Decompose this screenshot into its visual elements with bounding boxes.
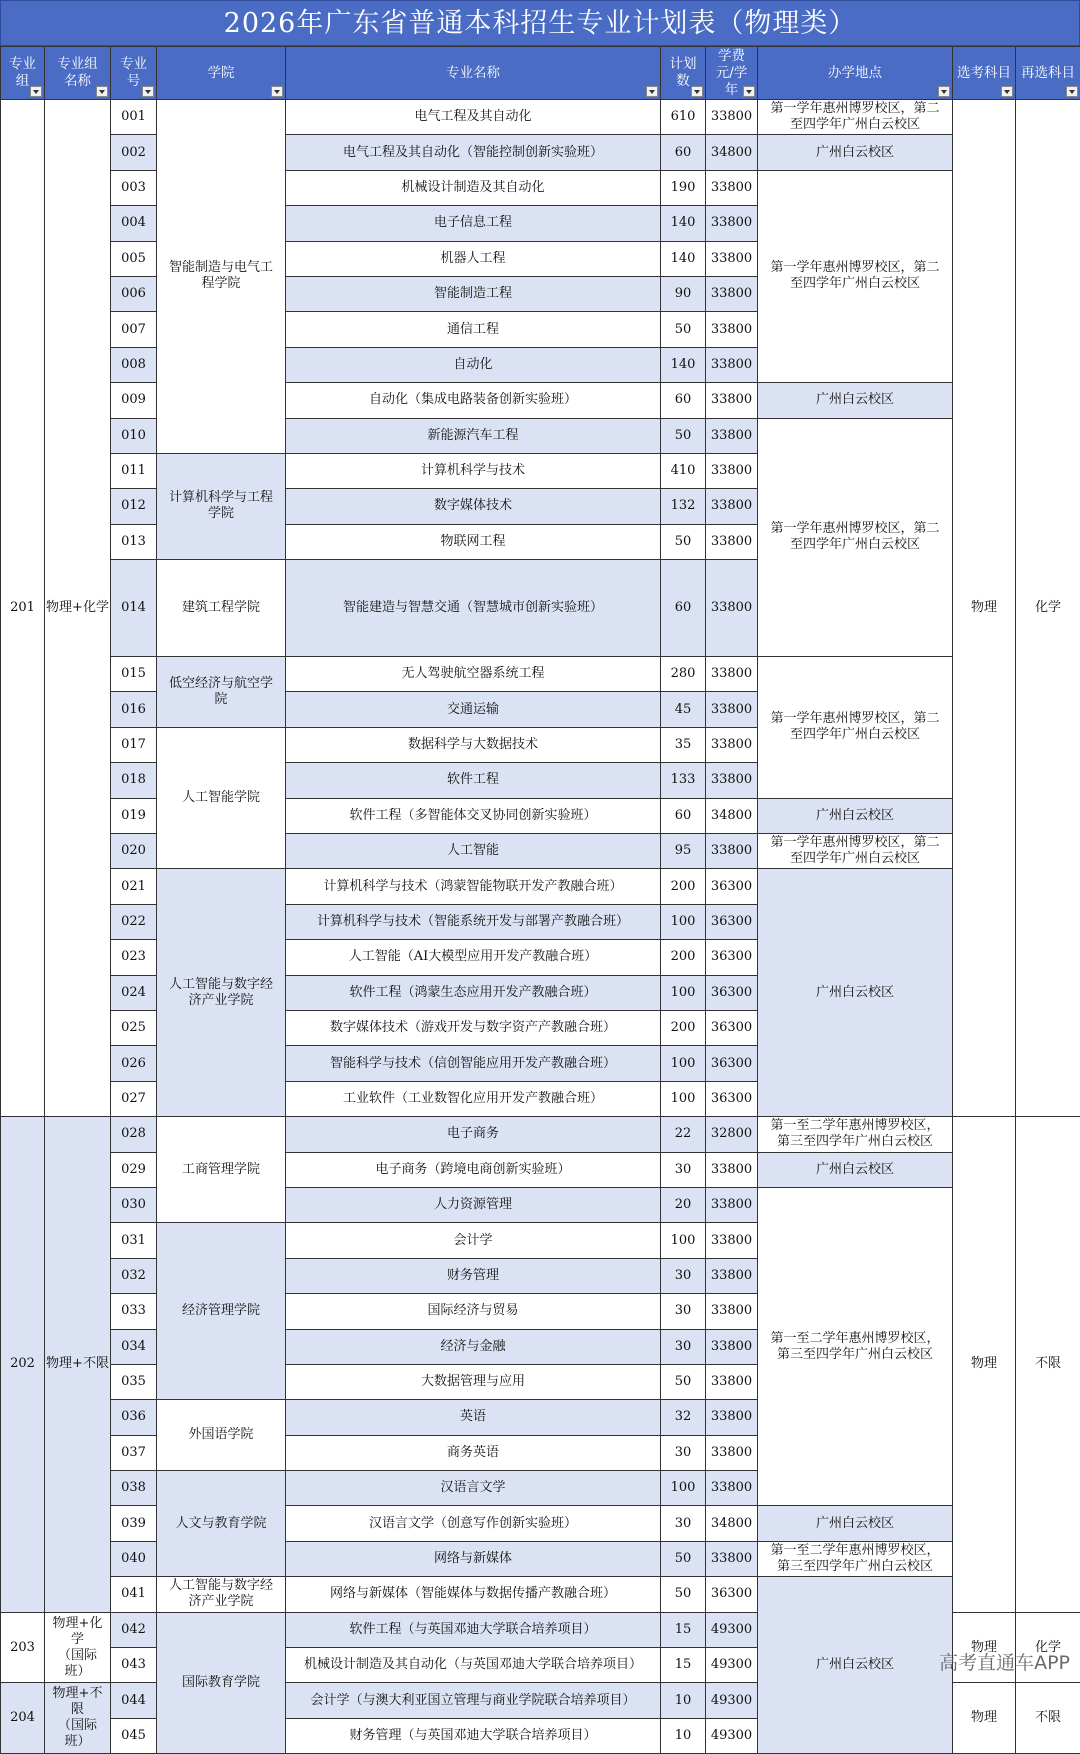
header-major-name: 专业名称 bbox=[286, 47, 661, 100]
major-name-cell: 无人驾驶航空器系统工程 bbox=[286, 657, 661, 692]
plan-cell: 100 bbox=[661, 1046, 706, 1081]
location-cell: 第一至二学年惠州博罗校区， 第三至四学年广州白云校区 bbox=[758, 1117, 953, 1152]
fee-cell: 33800 bbox=[706, 560, 758, 657]
college-cell: 人文与教育学院 bbox=[157, 1471, 286, 1577]
page-title: 2026年广东省普通本科招生专业计划表（物理类） bbox=[0, 0, 1080, 46]
header-row bbox=[1, 47, 1080, 100]
header-plan: 计划 数 bbox=[661, 47, 706, 100]
plan-cell: 60 bbox=[661, 798, 706, 833]
fee-cell: 49300 bbox=[706, 1718, 758, 1753]
major-name-cell: 数据科学与大数据技术 bbox=[286, 727, 661, 762]
group-code-cell: 201 bbox=[1, 100, 45, 1117]
location-cell: 广州白云校区 bbox=[758, 383, 953, 418]
table-row bbox=[1, 657, 1080, 692]
plan-cell: 10 bbox=[661, 1683, 706, 1718]
plan-cell: 30 bbox=[661, 1506, 706, 1541]
fee-cell: 33800 bbox=[706, 524, 758, 559]
group-name-cell: 物理+化学 bbox=[45, 100, 111, 1117]
plan-cell: 30 bbox=[661, 1329, 706, 1364]
subject2-cell: 化学 bbox=[1016, 100, 1080, 1117]
major-name-cell: 计算机科学与技术（鸿蒙智能物联开发产教融合班） bbox=[286, 869, 661, 904]
subject1-cell: 物理 bbox=[953, 100, 1016, 1117]
major-name-cell: 人工智能 bbox=[286, 834, 661, 869]
major-name-cell: 网络与新媒体 bbox=[286, 1541, 661, 1576]
major-code-cell: 045 bbox=[111, 1718, 157, 1753]
location-cell: 广州白云校区 bbox=[758, 869, 953, 1117]
location-cell: 广州白云校区 bbox=[758, 1152, 953, 1187]
major-code-cell: 019 bbox=[111, 798, 157, 833]
major-name-cell: 大数据管理与应用 bbox=[286, 1364, 661, 1399]
major-code-cell: 030 bbox=[111, 1187, 157, 1222]
major-name-cell: 机器人工程 bbox=[286, 241, 661, 276]
major-code-cell: 010 bbox=[111, 418, 157, 453]
fee-cell: 33800 bbox=[706, 1435, 758, 1470]
major-code-cell: 041 bbox=[111, 1577, 157, 1612]
plan-cell: 140 bbox=[661, 241, 706, 276]
location-cell: 第一学年惠州博罗校区，第二 至四学年广州白云校区 bbox=[758, 100, 953, 135]
table-row bbox=[1, 1577, 1080, 1612]
filter-dropdown-icon[interactable] bbox=[1001, 86, 1013, 97]
major-name-cell: 物联网工程 bbox=[286, 524, 661, 559]
group-code-cell: 202 bbox=[1, 1117, 45, 1612]
filter-dropdown-icon[interactable] bbox=[646, 86, 658, 97]
fee-cell: 33800 bbox=[706, 347, 758, 382]
fee-cell: 33800 bbox=[706, 763, 758, 798]
major-name-cell: 汉语言文学 bbox=[286, 1471, 661, 1506]
filter-dropdown-icon[interactable] bbox=[30, 86, 42, 97]
major-code-cell: 034 bbox=[111, 1329, 157, 1364]
subject1-cell: 物理 bbox=[953, 1612, 1016, 1683]
major-code-cell: 037 bbox=[111, 1435, 157, 1470]
plan-cell: 60 bbox=[661, 383, 706, 418]
major-code-cell: 009 bbox=[111, 383, 157, 418]
plan-cell: 20 bbox=[661, 1187, 706, 1222]
plan-cell: 100 bbox=[661, 975, 706, 1010]
plan-cell: 50 bbox=[661, 1577, 706, 1612]
major-code-cell: 003 bbox=[111, 170, 157, 205]
major-code-cell: 005 bbox=[111, 241, 157, 276]
major-name-cell: 电气工程及其自动化 bbox=[286, 100, 661, 135]
major-code-cell: 027 bbox=[111, 1081, 157, 1116]
plan-cell: 45 bbox=[661, 692, 706, 727]
plan-cell: 100 bbox=[661, 1471, 706, 1506]
major-code-cell: 036 bbox=[111, 1400, 157, 1435]
major-name-cell: 软件工程（多智能体交叉协同创新实验班） bbox=[286, 798, 661, 833]
table-row bbox=[1, 100, 1080, 135]
table-row bbox=[1, 1117, 1080, 1152]
plan-cell: 30 bbox=[661, 1294, 706, 1329]
major-name-cell: 会计学 bbox=[286, 1223, 661, 1258]
plan-cell: 50 bbox=[661, 524, 706, 559]
plan-cell: 22 bbox=[661, 1117, 706, 1152]
fee-cell: 36300 bbox=[706, 1081, 758, 1116]
major-code-cell: 024 bbox=[111, 975, 157, 1010]
location-cell: 第一至二学年惠州博罗校区， 第三至四学年广州白云校区 bbox=[758, 1187, 953, 1506]
group-code-cell: 204 bbox=[1, 1683, 45, 1754]
fee-cell: 33800 bbox=[706, 206, 758, 241]
major-code-cell: 001 bbox=[111, 100, 157, 135]
major-code-cell: 039 bbox=[111, 1506, 157, 1541]
plan-cell: 200 bbox=[661, 869, 706, 904]
subject1-cell: 物理 bbox=[953, 1683, 1016, 1754]
fee-cell: 33800 bbox=[706, 383, 758, 418]
major-name-cell: 机械设计制造及其自动化（与英国邓迪大学联合培养项目） bbox=[286, 1648, 661, 1683]
header-subject1: 选考科目 bbox=[953, 47, 1016, 100]
fee-cell: 36300 bbox=[706, 940, 758, 975]
plan-cell: 60 bbox=[661, 560, 706, 657]
fee-cell: 33800 bbox=[706, 1329, 758, 1364]
plan-cell: 30 bbox=[661, 1152, 706, 1187]
plan-cell: 15 bbox=[661, 1612, 706, 1647]
fee-cell: 36300 bbox=[706, 975, 758, 1010]
fee-cell: 33800 bbox=[706, 657, 758, 692]
fee-cell: 34800 bbox=[706, 135, 758, 170]
major-code-cell: 032 bbox=[111, 1258, 157, 1293]
subject2-cell: 不限 bbox=[1016, 1683, 1080, 1754]
major-name-cell: 国际经济与贸易 bbox=[286, 1294, 661, 1329]
fee-cell: 49300 bbox=[706, 1683, 758, 1718]
watermark: 高考直通车APP bbox=[939, 1648, 1070, 1675]
fee-cell: 33800 bbox=[706, 418, 758, 453]
plan-cell: 10 bbox=[661, 1718, 706, 1753]
plan-cell: 50 bbox=[661, 1541, 706, 1576]
fee-cell: 36300 bbox=[706, 1046, 758, 1081]
major-code-cell: 044 bbox=[111, 1683, 157, 1718]
college-cell: 外国语学院 bbox=[157, 1400, 286, 1471]
header-group-code: 专业 组 bbox=[1, 47, 45, 100]
major-name-cell: 通信工程 bbox=[286, 312, 661, 347]
major-name-cell: 经济与金融 bbox=[286, 1329, 661, 1364]
major-name-cell: 人力资源管理 bbox=[286, 1187, 661, 1222]
college-cell: 计算机科学与工程 学院 bbox=[157, 453, 286, 559]
fee-cell: 33800 bbox=[706, 1541, 758, 1576]
college-cell: 人工智能与数字经 济产业学院 bbox=[157, 869, 286, 1117]
group-code-cell: 203 bbox=[1, 1612, 45, 1683]
fee-cell: 34800 bbox=[706, 1506, 758, 1541]
plan-cell: 50 bbox=[661, 312, 706, 347]
location-cell: 第一学年惠州博罗校区，第二 至四学年广州白云校区 bbox=[758, 834, 953, 869]
major-name-cell: 电子信息工程 bbox=[286, 206, 661, 241]
plan-cell: 32 bbox=[661, 1400, 706, 1435]
filter-dropdown-icon[interactable] bbox=[1066, 86, 1078, 97]
major-code-cell: 022 bbox=[111, 904, 157, 939]
table-row bbox=[1, 869, 1080, 904]
major-name-cell: 网络与新媒体（智能媒体与数据传播产教融合班） bbox=[286, 1577, 661, 1612]
major-name-cell: 电气工程及其自动化（智能控制创新实验班） bbox=[286, 135, 661, 170]
fee-cell: 33800 bbox=[706, 692, 758, 727]
major-code-cell: 033 bbox=[111, 1294, 157, 1329]
plan-cell: 50 bbox=[661, 418, 706, 453]
fee-cell: 33800 bbox=[706, 727, 758, 762]
major-name-cell: 智能建造与智慧交通（智慧城市创新实验班） bbox=[286, 560, 661, 657]
major-name-cell: 软件工程（与英国邓迪大学联合培养项目） bbox=[286, 1612, 661, 1647]
plan-cell: 140 bbox=[661, 347, 706, 382]
filter-dropdown-icon[interactable] bbox=[938, 86, 950, 97]
major-code-cell: 018 bbox=[111, 763, 157, 798]
location-cell: 第一学年惠州博罗校区，第二 至四学年广州白云校区 bbox=[758, 170, 953, 382]
college-cell: 建筑工程学院 bbox=[157, 560, 286, 657]
major-code-cell: 031 bbox=[111, 1223, 157, 1258]
filter-dropdown-icon[interactable] bbox=[743, 86, 755, 97]
plan-cell: 100 bbox=[661, 1223, 706, 1258]
fee-cell: 33800 bbox=[706, 489, 758, 524]
major-code-cell: 011 bbox=[111, 453, 157, 488]
major-name-cell: 汉语言文学（创意写作创新实验班） bbox=[286, 1506, 661, 1541]
major-name-cell: 计算机科学与技术（智能系统开发与部署产教融合班） bbox=[286, 904, 661, 939]
location-cell: 第一学年惠州博罗校区，第二 至四学年广州白云校区 bbox=[758, 657, 953, 799]
filter-dropdown-icon[interactable] bbox=[271, 86, 283, 97]
major-name-cell: 软件工程 bbox=[286, 763, 661, 798]
plan-cell: 100 bbox=[661, 904, 706, 939]
major-code-cell: 020 bbox=[111, 834, 157, 869]
major-code-cell: 035 bbox=[111, 1364, 157, 1399]
major-code-cell: 029 bbox=[111, 1152, 157, 1187]
group-name-cell: 物理+不 限 （国际 班） bbox=[45, 1683, 111, 1754]
plan-cell: 133 bbox=[661, 763, 706, 798]
location-cell: 第一至二学年惠州博罗校区， 第三至四学年广州白云校区 bbox=[758, 1541, 953, 1576]
filter-dropdown-icon[interactable] bbox=[142, 86, 154, 97]
major-name-cell: 计算机科学与技术 bbox=[286, 453, 661, 488]
major-name-cell: 机械设计制造及其自动化 bbox=[286, 170, 661, 205]
major-code-cell: 021 bbox=[111, 869, 157, 904]
header-fee: 学费 元/学 年 bbox=[706, 47, 758, 100]
plan-cell: 280 bbox=[661, 657, 706, 692]
major-name-cell: 电子商务（跨境电商创新实验班） bbox=[286, 1152, 661, 1187]
fee-cell: 33800 bbox=[706, 1400, 758, 1435]
plan-cell: 610 bbox=[661, 100, 706, 135]
major-code-cell: 042 bbox=[111, 1612, 157, 1647]
plan-cell: 200 bbox=[661, 1010, 706, 1045]
plan-cell: 95 bbox=[661, 834, 706, 869]
header-location: 办学地点 bbox=[758, 47, 953, 100]
subject2-cell: 化学 bbox=[1016, 1612, 1080, 1683]
fee-cell: 36300 bbox=[706, 1577, 758, 1612]
fee-cell: 33800 bbox=[706, 170, 758, 205]
major-code-cell: 025 bbox=[111, 1010, 157, 1045]
header-group-name: 专业组 名称 bbox=[45, 47, 111, 100]
major-name-cell: 自动化 bbox=[286, 347, 661, 382]
location-cell: 广州白云校区 bbox=[758, 135, 953, 170]
college-cell: 智能制造与电气工 程学院 bbox=[157, 100, 286, 454]
fee-cell: 33800 bbox=[706, 1258, 758, 1293]
fee-cell: 36300 bbox=[706, 1010, 758, 1045]
major-code-cell: 008 bbox=[111, 347, 157, 382]
major-name-cell: 人工智能（AI大模型应用开发产教融合班） bbox=[286, 940, 661, 975]
college-cell: 国际教育学院 bbox=[157, 1612, 286, 1754]
plan-cell: 30 bbox=[661, 1258, 706, 1293]
filter-dropdown-icon[interactable] bbox=[96, 86, 108, 97]
major-name-cell: 英语 bbox=[286, 1400, 661, 1435]
major-code-cell: 002 bbox=[111, 135, 157, 170]
college-cell: 人工智能学院 bbox=[157, 727, 286, 869]
subject1-cell: 物理 bbox=[953, 1117, 1016, 1612]
group-name-cell: 物理+化 学 （国际 班） bbox=[45, 1612, 111, 1683]
major-code-cell: 017 bbox=[111, 727, 157, 762]
fee-cell: 36300 bbox=[706, 869, 758, 904]
major-code-cell: 006 bbox=[111, 276, 157, 311]
major-code-cell: 016 bbox=[111, 692, 157, 727]
major-code-cell: 013 bbox=[111, 524, 157, 559]
fee-cell: 34800 bbox=[706, 798, 758, 833]
major-name-cell: 财务管理 bbox=[286, 1258, 661, 1293]
college-cell: 工商管理学院 bbox=[157, 1117, 286, 1223]
header-subject2: 再选科目 bbox=[1016, 47, 1080, 100]
college-cell: 人工智能与数字经 济产业学院 bbox=[157, 1577, 286, 1612]
major-code-cell: 028 bbox=[111, 1117, 157, 1152]
fee-cell: 33800 bbox=[706, 312, 758, 347]
fee-cell: 33800 bbox=[706, 1471, 758, 1506]
plan-cell: 60 bbox=[661, 135, 706, 170]
major-code-cell: 038 bbox=[111, 1471, 157, 1506]
major-name-cell: 数字媒体技术（游戏开发与数字资产产教融合班） bbox=[286, 1010, 661, 1045]
major-name-cell: 会计学（与澳大利亚国立管理与商业学院联合培养项目） bbox=[286, 1683, 661, 1718]
major-code-cell: 004 bbox=[111, 206, 157, 241]
major-code-cell: 015 bbox=[111, 657, 157, 692]
location-cell: 第一学年惠州博罗校区，第二 至四学年广州白云校区 bbox=[758, 418, 953, 657]
major-name-cell: 电子商务 bbox=[286, 1117, 661, 1152]
major-name-cell: 工业软件（工业数智化应用开发产教融合班） bbox=[286, 1081, 661, 1116]
major-code-cell: 023 bbox=[111, 940, 157, 975]
major-name-cell: 软件工程（鸿蒙生态应用开发产教融合班） bbox=[286, 975, 661, 1010]
fee-cell: 36300 bbox=[706, 904, 758, 939]
major-code-cell: 043 bbox=[111, 1648, 157, 1683]
plan-cell: 30 bbox=[661, 1435, 706, 1470]
major-code-cell: 007 bbox=[111, 312, 157, 347]
major-name-cell: 财务管理（与英国邓迪大学联合培养项目） bbox=[286, 1718, 661, 1753]
group-name-cell: 物理+不限 bbox=[45, 1117, 111, 1612]
fee-cell: 33800 bbox=[706, 1223, 758, 1258]
subject2-cell: 不限 bbox=[1016, 1117, 1080, 1612]
major-name-cell: 数字媒体技术 bbox=[286, 489, 661, 524]
fee-cell: 33800 bbox=[706, 1152, 758, 1187]
fee-cell: 33800 bbox=[706, 276, 758, 311]
fee-cell: 33800 bbox=[706, 834, 758, 869]
header-major-code: 专业 号 bbox=[111, 47, 157, 100]
fee-cell: 33800 bbox=[706, 1364, 758, 1399]
fee-cell: 33800 bbox=[706, 1294, 758, 1329]
plan-cell: 410 bbox=[661, 453, 706, 488]
fee-cell: 32800 bbox=[706, 1117, 758, 1152]
plan-cell: 35 bbox=[661, 727, 706, 762]
college-cell: 经济管理学院 bbox=[157, 1223, 286, 1400]
major-code-cell: 040 bbox=[111, 1541, 157, 1576]
plan-cell: 200 bbox=[661, 940, 706, 975]
location-cell: 广州白云校区 bbox=[758, 1506, 953, 1541]
plan-cell: 190 bbox=[661, 170, 706, 205]
fee-cell: 49300 bbox=[706, 1612, 758, 1647]
plan-cell: 132 bbox=[661, 489, 706, 524]
plan-cell: 15 bbox=[661, 1648, 706, 1683]
fee-cell: 33800 bbox=[706, 100, 758, 135]
fee-cell: 33800 bbox=[706, 1187, 758, 1222]
location-cell: 广州白云校区 bbox=[758, 798, 953, 833]
major-code-cell: 012 bbox=[111, 489, 157, 524]
major-name-cell: 交通运输 bbox=[286, 692, 661, 727]
enrollment-plan-table bbox=[0, 46, 1080, 1754]
plan-cell: 90 bbox=[661, 276, 706, 311]
plan-cell: 140 bbox=[661, 206, 706, 241]
college-cell: 低空经济与航空学 院 bbox=[157, 657, 286, 728]
major-name-cell: 商务英语 bbox=[286, 1435, 661, 1470]
major-code-cell: 014 bbox=[111, 560, 157, 657]
major-code-cell: 026 bbox=[111, 1046, 157, 1081]
major-name-cell: 自动化（集成电路装备创新实验班） bbox=[286, 383, 661, 418]
fee-cell: 49300 bbox=[706, 1648, 758, 1683]
major-name-cell: 新能源汽车工程 bbox=[286, 418, 661, 453]
header-college: 学院 bbox=[157, 47, 286, 100]
plan-cell: 50 bbox=[661, 1364, 706, 1399]
major-name-cell: 智能制造工程 bbox=[286, 276, 661, 311]
filter-dropdown-icon[interactable] bbox=[691, 86, 703, 97]
plan-cell: 100 bbox=[661, 1081, 706, 1116]
fee-cell: 33800 bbox=[706, 453, 758, 488]
location-cell: 广州白云校区 bbox=[758, 1577, 953, 1754]
major-name-cell: 智能科学与技术（信创智能应用开发产教融合班） bbox=[286, 1046, 661, 1081]
fee-cell: 33800 bbox=[706, 241, 758, 276]
